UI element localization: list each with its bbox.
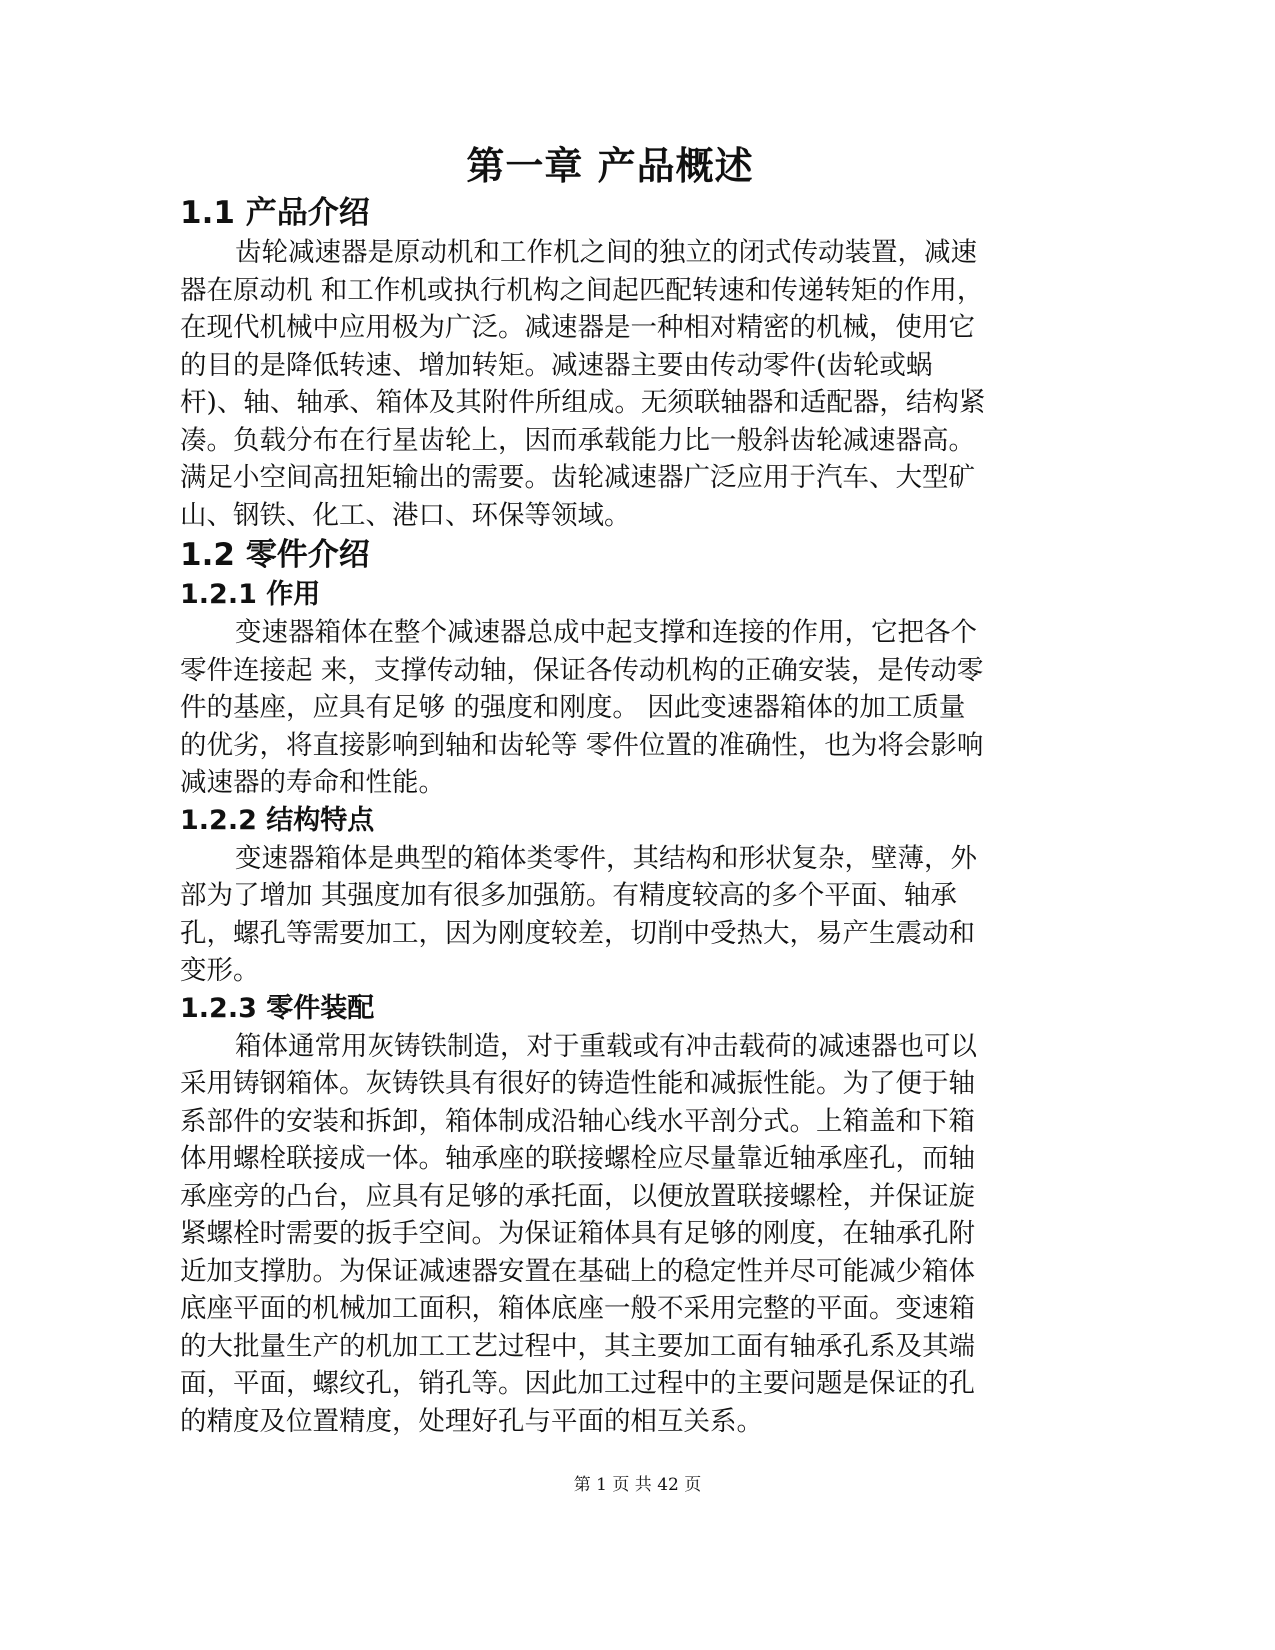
section-1-2-2-paragraph <box>180 840 1040 990</box>
paragraph-line: 齿轮减速器是原动机和工作机之间的独立的闭式传动装置，减速 <box>235 237 977 268</box>
paragraph-line: 变速器箱体是典型的箱体类零件，其结构和形状复杂，壁薄，外 <box>235 842 977 874</box>
section-1-2-3-paragraph <box>180 1028 1040 1441</box>
paragraph-line: 的精度及位置精度，处理好孔与平面的相互关系。 <box>180 1405 763 1437</box>
paragraph-line: 采用铸钢箱体。灰铸铁具有很好的铸造性能和减振性能。为了便于轴 <box>180 1068 975 1099</box>
section-heading-1-2-2: 1.2.2 结构特点 <box>180 804 375 836</box>
section-heading-1-2-1: 1.2.1 作用 <box>180 579 321 610</box>
page-number-text: 第 1 页 共 42 页 <box>573 1475 702 1495</box>
paragraph-line: 零件连接起 来，支撑传动轴，保证各传动机构的正确安装，是传动零 <box>180 654 984 686</box>
paragraph-line: 山、钢铁、化工、港口、环保等领域。 <box>180 499 631 531</box>
paragraph-line: 的优劣，将直接影响到轴和齿轮等 零件位置的准确性，也为将会影响 <box>180 729 984 761</box>
paragraph-line: 近加支撑肋。为保证减速器安置在基础上的稳定性并尽可能减少箱体 <box>180 1255 975 1287</box>
paragraph-line: 凑。负载分布在行星齿轮上，因而承载能力比一般斜齿轮减速器高。 <box>180 424 975 456</box>
paragraph-line: 的目的是降低转速、增加转矩。减速器主要由传动零件(齿轮或蜗 <box>180 349 933 381</box>
paragraph-line: 体用螺栓联接成一体。轴承座的联接螺栓应尽量靠近轴承座孔，而轴 <box>180 1143 975 1174</box>
paragraph-line: 面，平面，螺纹孔，销孔等。因此加工过程中的主要问题是保证的孔 <box>180 1368 975 1399</box>
paragraph-line: 系部件的安装和拆卸，箱体制成沿轴心线水平剖分式。上箱盖和下箱 <box>180 1105 975 1137</box>
paragraph-line: 的大批量生产的机加工工艺过程中，其主要加工面有轴承孔系及其端 <box>180 1330 975 1362</box>
section-1-1-paragraph <box>180 234 1040 534</box>
paragraph-line: 底座平面的机械加工面积，箱体底座一般不采用完整的平面。变速箱 <box>180 1293 975 1324</box>
paragraph-line: 在现代机械中应用极为广泛。减速器是一种相对精密的机械，使用它 <box>180 312 975 343</box>
section-heading-1-2: 1.2 零件介绍 <box>180 537 370 573</box>
paragraph-line: 杆)、轴、轴承、箱体及其附件所组成。无须联轴器和适配器，结构紧 <box>180 387 986 418</box>
chapter-title: 第一章 产品概述 <box>466 144 754 188</box>
paragraph-line: 减速器的寿命和性能。 <box>180 767 445 798</box>
paragraph-line: 满足小空间高扭矩输出的需要。齿轮减速器广泛应用于汽车、大型矿 <box>180 462 975 493</box>
page-footer <box>0 1474 1275 1496</box>
paragraph-line: 承座旁的凸台，应具有足够的承托面，以便放置联接螺栓，并保证旋 <box>180 1180 975 1212</box>
paragraph-line: 器在原动机 和工作机或执行机构之间起匹配转速和传递转矩的作用， <box>180 274 984 306</box>
paragraph-line: 箱体通常用灰铸铁制造，对于重载或有冲击载荷的减速器也可以 <box>235 1030 977 1062</box>
document-page <box>180 140 1040 1440</box>
paragraph-line: 部为了增加 其强度加有很多加强筋。有精度较高的多个平面、轴承 <box>180 880 957 911</box>
paragraph-line: 孔，螺孔等需要加工，因为刚度较差，切削中受热大，易产生震动和 <box>180 917 975 949</box>
section-1-2-1-paragraph <box>180 614 1040 802</box>
paragraph-line: 变速器箱体在整个减速器总成中起支撑和连接的作用，它把各个 <box>235 617 977 648</box>
paragraph-line: 紧螺栓时需要的扳手空间。为保证箱体具有足够的刚度，在轴承孔附 <box>180 1218 975 1249</box>
paragraph-line: 变形。 <box>180 955 260 986</box>
paragraph-line: 件的基座，应具有足够 的强度和刚度。 因此变速器箱体的加工质量 <box>180 692 966 723</box>
section-heading-1-1: 1.1 产品介绍 <box>180 195 370 231</box>
section-heading-1-2-3: 1.2.3 零件装配 <box>180 992 375 1024</box>
